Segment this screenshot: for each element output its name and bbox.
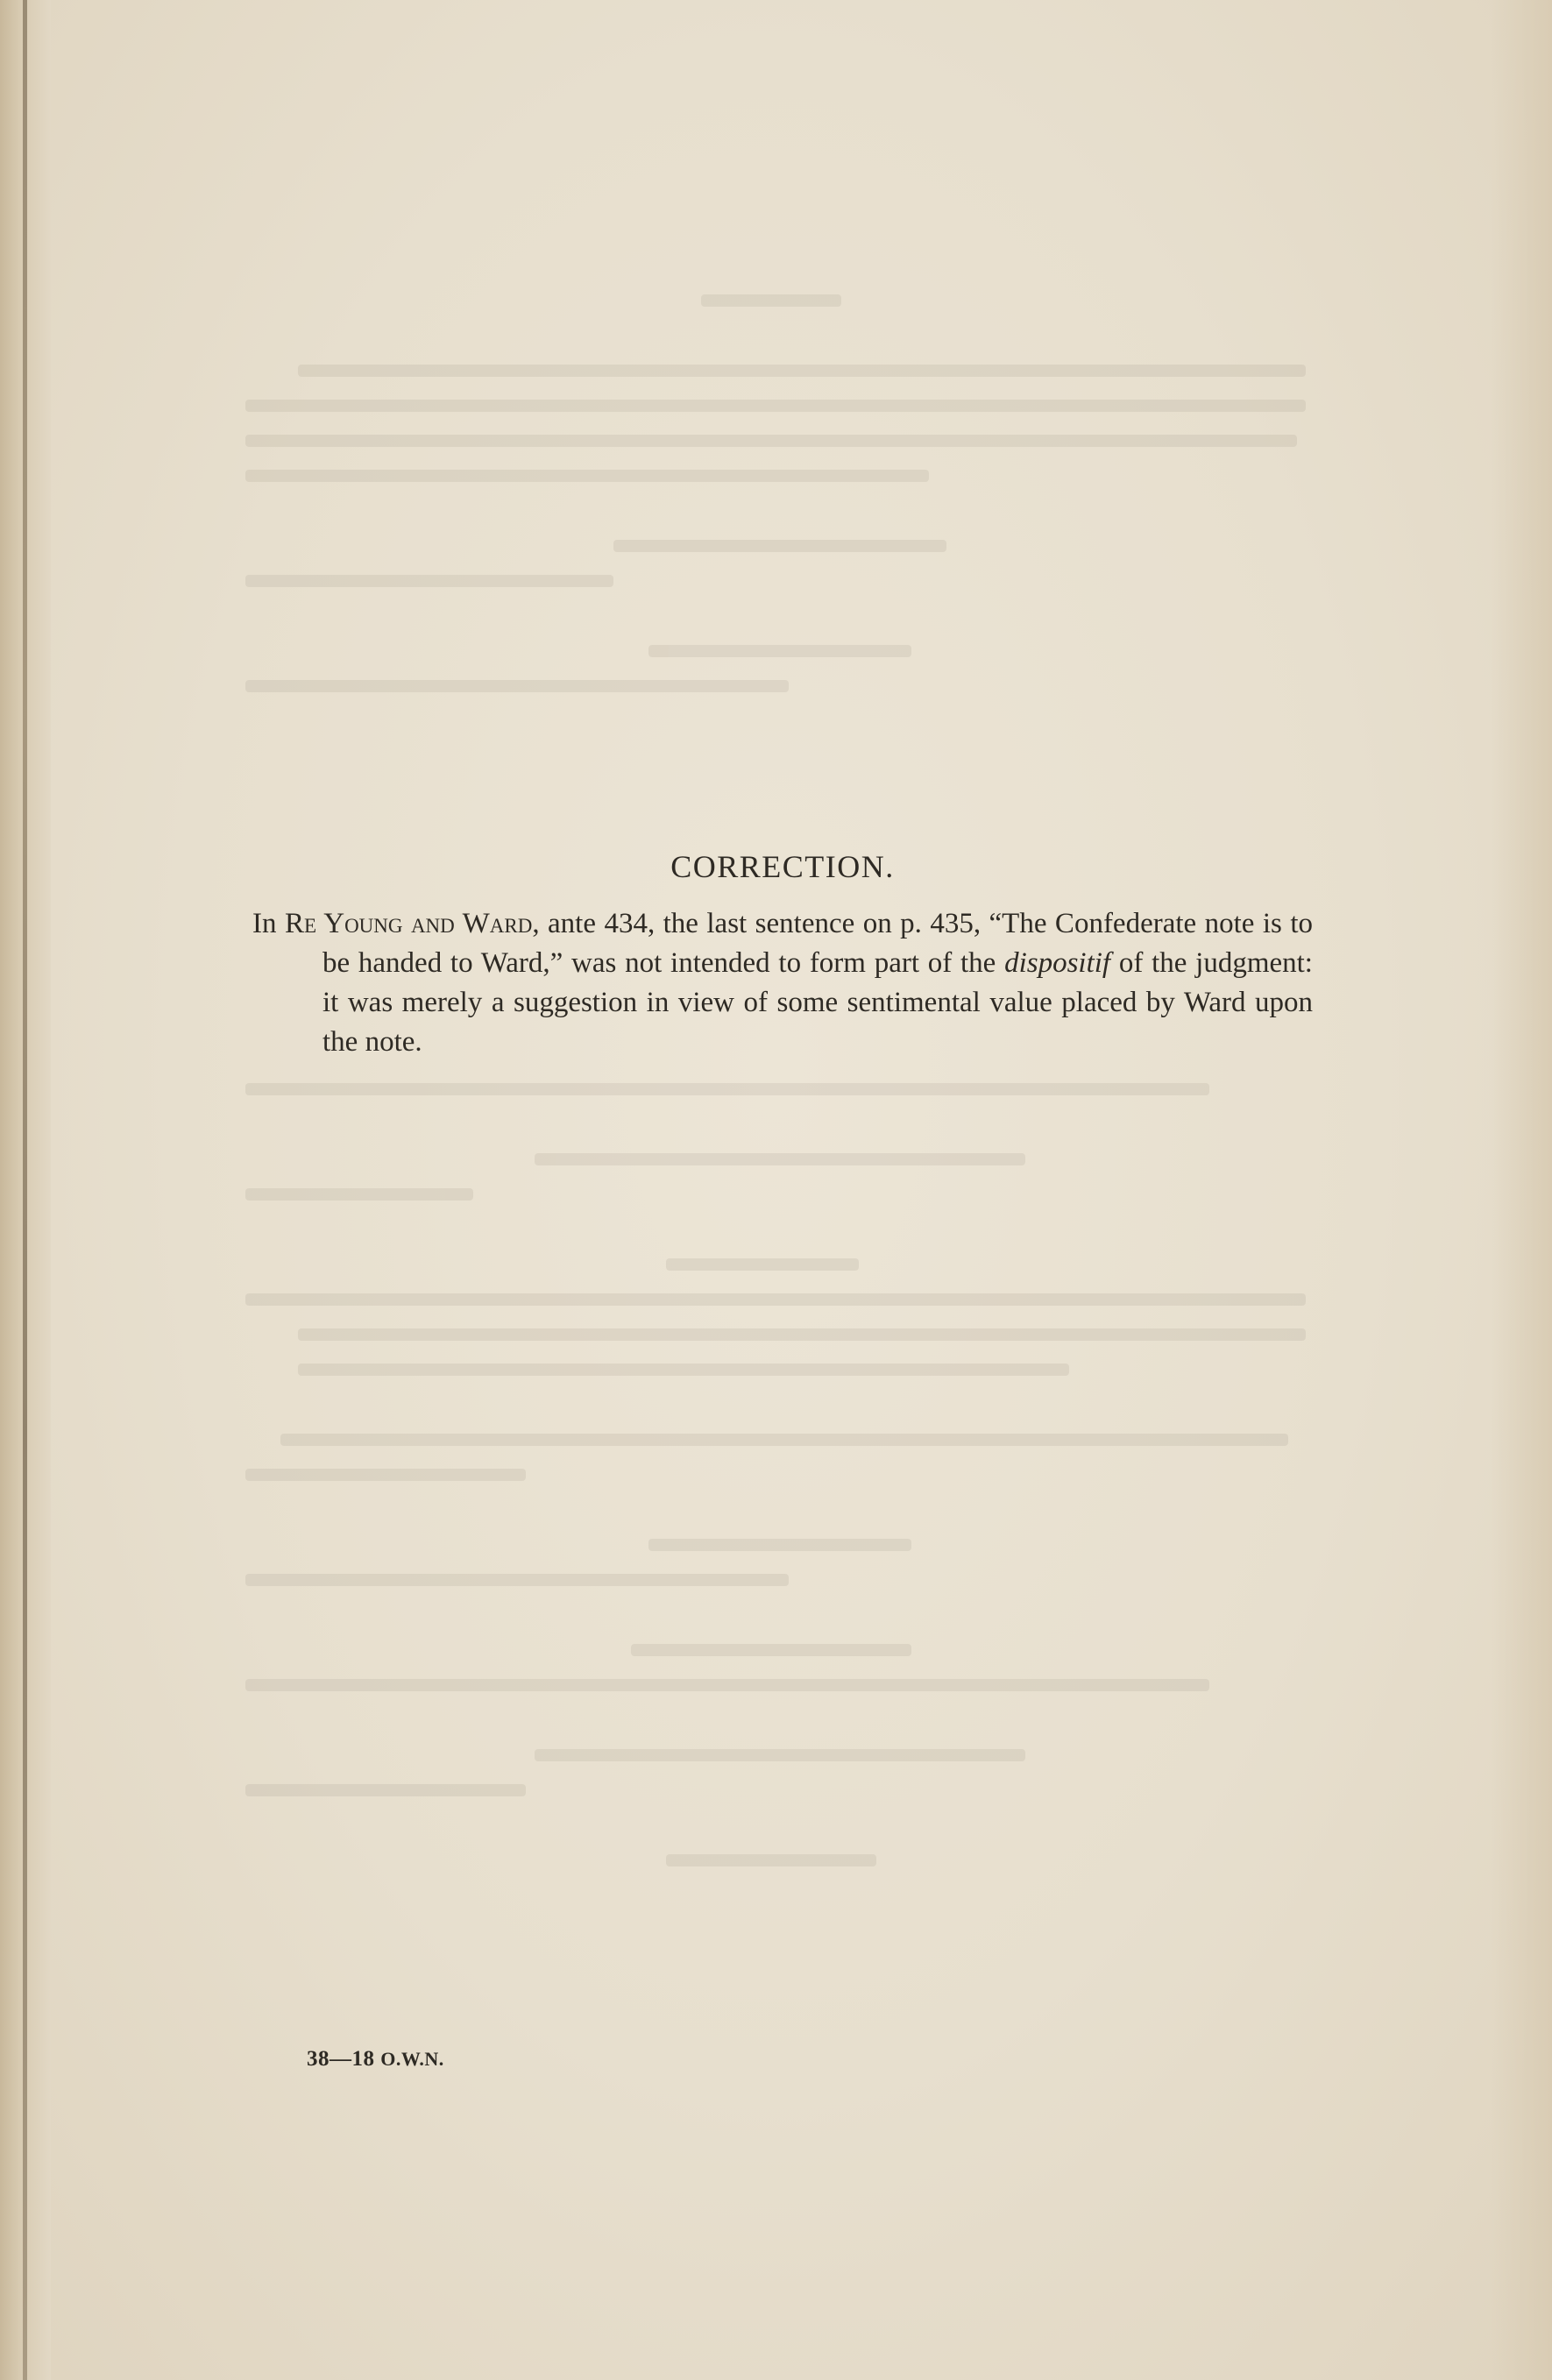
correction-text-part-1: , ante 434, the last sentence on p. 435, “The Confederate note is to be handed to Ward,” was not intended to form part of the — [322, 908, 1313, 979]
dispositif-term: dispositif — [1004, 947, 1111, 979]
signature-number: 38—18 — [307, 2047, 375, 2071]
correction-paragraph — [252, 904, 1313, 1062]
page-edge-shade — [1491, 0, 1552, 2380]
show-through-text — [245, 280, 1323, 1875]
correction-notice — [252, 848, 1313, 1062]
case-name: Re Young and Ward — [284, 908, 533, 939]
correction-intro: In — [252, 908, 277, 939]
binding-line — [23, 0, 27, 2380]
printer-signature-mark — [307, 2047, 444, 2072]
signature-abbrev: O.W.N. — [380, 2048, 444, 2070]
correction-heading: CORRECTION. — [670, 849, 895, 884]
correction-text-part-2: of the judgment: it was merely a suggestion in view of some sentimental value placed by Ward upon the note. — [322, 947, 1313, 1058]
